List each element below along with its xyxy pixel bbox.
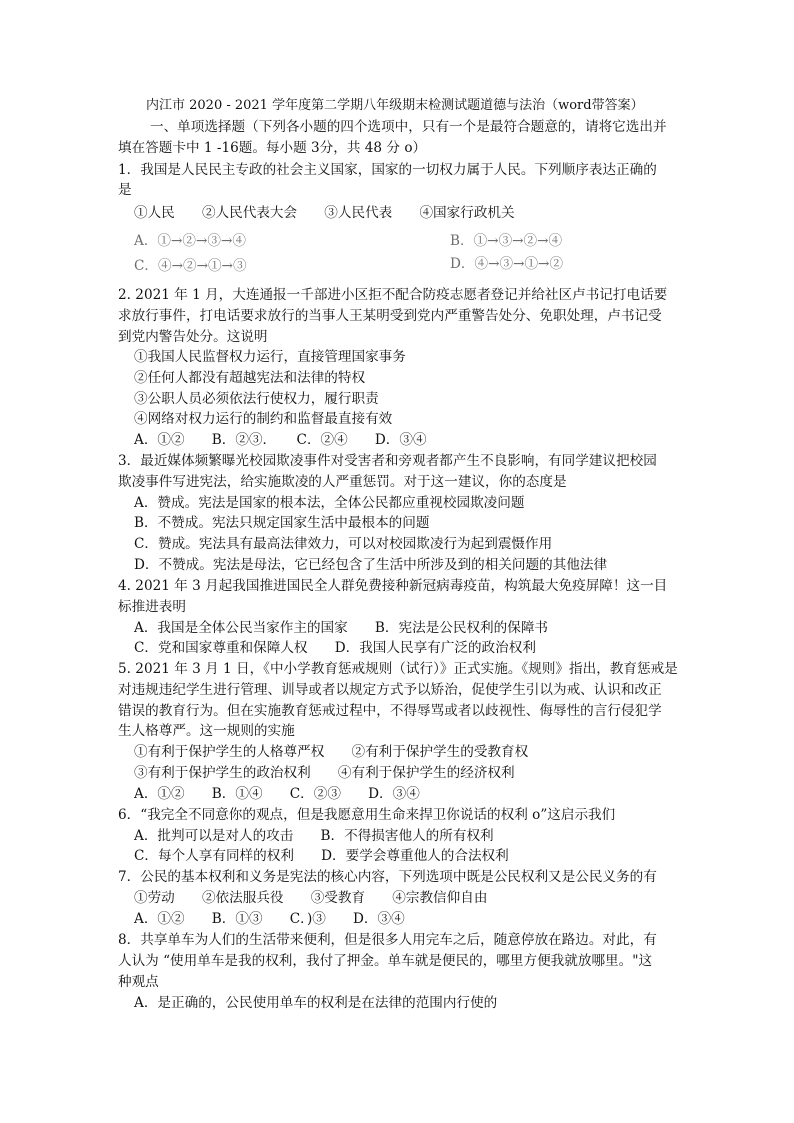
q4-options-cd: C．党和国家尊重和保障人权 D．我国人民享有广泛的政治权利 — [134, 640, 536, 656]
q3-option-d: D．不赞成。宪法是母法，它已经包含了生活中所涉及到的相关问题的其他法律 — [134, 557, 608, 573]
q1-stem-cont: 是 — [118, 182, 132, 198]
q4-options-ab: A．我国是全体公民当家作主的国家 B．宪法是公民权利的保障书 — [134, 620, 549, 636]
q8-option-a: A．是正确的，公民使用单车的权利是在法律的范围内行使的 — [134, 995, 498, 1011]
q3-stem-cont: 欺凌事件写进宪法，给实施欺凌的人严重惩罚。对于这一建议，你的态度是 — [118, 474, 567, 490]
q1-option-d: D．④→③→①→② — [450, 256, 564, 272]
q3-stem: 3．最近媒体频繁曝光校园欺凌事件对受害者和旁观者都产生不良影响，有同学建议把校园 — [118, 453, 657, 469]
q6-options-ab: A．批判可以是对人的攻击 B．不得损害他人的所有权利 — [134, 828, 494, 844]
section-heading: 一、单项选择题（下列各小题的四个选项中，只有一个是最符合题意的，请将它选出并 — [150, 119, 667, 135]
q5-statements: ①有利于保护学生的人格尊严权 ②有利于保护学生的受教育权 — [134, 744, 529, 760]
q1-items: ①人民 ②人民代表大会 ③人民代表 ④国家行政机关 — [134, 205, 515, 221]
q3-option-b: B．不赞成。宪法只规定国家生活中最根本的问题 — [134, 515, 430, 531]
q7-items: ①劳动 ②依法服兵役 ③受教育 ④宗教信仰自由 — [134, 890, 488, 906]
q2-statement: ③公职人员必须依法行使权力，履行职责 — [134, 391, 379, 407]
q1-option-c: C．④→②→①→③ — [134, 258, 247, 274]
q5-stem: 5. 2021 年 3 月 1 日，《中小学教育惩戒规则（试行）》正式实施。《规则》指出，教育惩戒是 — [118, 661, 678, 677]
section-heading-cont: 填在答题卡中 1 -16题。每小题 3分，共 48 分 o） — [118, 140, 427, 156]
q5-stem-cont: 错误的教育行为。但在实施教育惩戒过程中，不得辱骂或者以歧视性、侮辱性的言行侵犯学 — [118, 703, 662, 719]
q5-options: A．①② B．①④ C．②③ D．③④ — [134, 786, 420, 802]
q2-statement: ④网络对权力运行的制约和监督最直接有效 — [134, 411, 393, 427]
q4-stem: 4. 2021 年 3 月起我国推进国民全人群免费接种新冠病毒疫苗，构筑最大免疫屏障！这一目 — [118, 578, 668, 594]
q2-stem: 2. 2021 年 1 月，大连通报一千部进小区拒不配合防疫志愿者登记并给社区卢书记打电话要 — [118, 287, 668, 303]
q6-options-cd: C．每个人享有同样的权利 D．要学会尊重他人的合法权利 — [134, 848, 509, 864]
q1-option-b: B．①→③→②→④ — [450, 233, 563, 249]
q1-stem: 1．我国是人民民主专政的社会主义国家，国家的一切权力属于人民。下列顺序表达正确的 — [118, 162, 657, 178]
q7-stem: 7．公民的基本权利和义务是宪法的核心内容，下列选项中既是公民权利又是公民义务的有 — [118, 869, 657, 885]
q5-stem-cont: 生人格尊严。这一规则的实施 — [118, 723, 295, 739]
q7-options: A．①② B．①③ C．)③ D．③④ — [134, 911, 405, 927]
q3-option-a: A．赞成。宪法是国家的根本法，全体公民都应重视校园欺凌问题 — [134, 495, 525, 511]
q4-stem-cont: 标推进表明 — [118, 599, 186, 615]
q8-stem-cont: 种观点 — [118, 974, 159, 990]
q5-stem-cont: 对违规违纪学生进行管理、训导或者以规定方式予以矫治，促使学生引以为戒、认识和改正 — [118, 682, 662, 698]
q3-option-c: C．赞成。宪法具有最高法律效力，可以对校园欺凌行为起到震慑作用 — [134, 536, 553, 552]
q1-option-a: A．①→②→③→④ — [134, 233, 246, 249]
q6-stem: 6．“我完全不同意你的观点，但是我愿意用生命来捍卫你说话的权利 o”这启示我们 — [118, 807, 616, 823]
q8-stem-cont: 人认为 “使用单车是我的权利，我付了押金。单车就是便民的，哪里方便我就放哪里。"这 — [118, 953, 653, 969]
q2-statement: ②任何人都没有超越宪法和法律的特权 — [134, 370, 366, 386]
q8-stem: 8．共享单车为人们的生活带来便利，但是很多人用完车之后，随意停放在路边。对此，有 — [118, 932, 657, 948]
q2-statement: ①我国人民监督权力运行，直接管理国家事务 — [134, 349, 406, 365]
exam-title: 内江市 2020 - 2021 学年度第二学期八年级期末检测试题道德与法治（word带答案） — [146, 98, 644, 113]
q2-stem-cont: 求放行事件，打电话要求放行的当事人王某明受到党内严重警告处分、免职处理，卢书记受 — [118, 308, 662, 324]
q2-stem-cont: 到党内警告处分。这说明 — [118, 329, 268, 345]
q5-statements: ③有利于保护学生的政治权利 ④有利于保护学生的经济权利 — [134, 765, 515, 781]
q2-options: A．①② B．②③． C．②④ D．③④ — [134, 432, 427, 448]
